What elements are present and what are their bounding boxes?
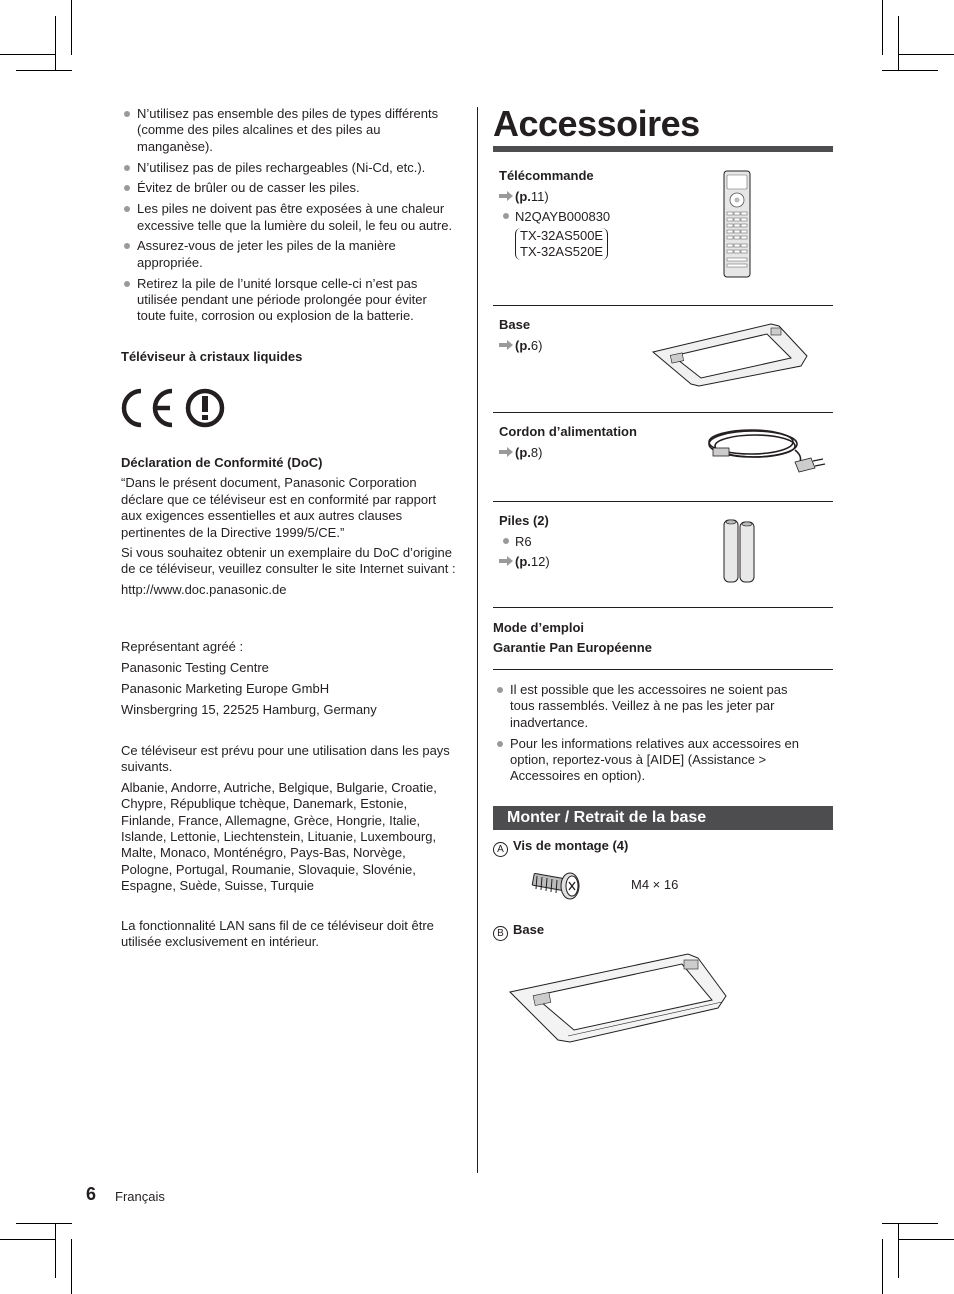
arrow-right-icon xyxy=(499,191,513,201)
accessory-notes xyxy=(494,682,812,789)
marker-a: A xyxy=(493,842,508,857)
crop-mark xyxy=(71,1239,72,1294)
arrow-right-icon xyxy=(499,340,513,350)
remote-label: Télécommande xyxy=(499,168,594,183)
title-underline xyxy=(493,146,833,152)
base-heading: B Base xyxy=(493,922,544,941)
crop-mark xyxy=(882,1239,883,1294)
remote-model: N2QAYB000830 xyxy=(515,208,611,224)
crop-mark xyxy=(55,1223,56,1278)
manual-label: Mode d’emploi xyxy=(493,620,584,635)
battery-icon xyxy=(722,516,758,584)
crop-mark xyxy=(898,1223,899,1278)
lcd-heading: Téléviseur à cristaux liquides xyxy=(121,349,303,364)
bullet-icon xyxy=(503,213,509,219)
crop-mark xyxy=(882,0,883,55)
arrow-right-icon xyxy=(499,556,513,566)
page-ref: (p. 12) xyxy=(499,551,550,571)
base-label: Base xyxy=(499,317,531,332)
screw-heading: A Vis de montage (4) xyxy=(493,838,628,857)
list-item: Pour les informations relatives aux accessoires en option, reportez-vous à [AIDE] (Assistance > Accessoires en option). xyxy=(494,736,812,785)
screw-icon xyxy=(529,866,581,902)
doc-text: “Dans le présent document, Panasonic Corporation déclare que ce téléviseur est en conformité par rapport aux exigences essentielles et aux autres clauses pertinentes de la Directive 1999/5/CE.” xyxy=(121,475,437,540)
doc-heading: Déclaration de Conformité (DoC) xyxy=(121,455,323,470)
rep-label: Représentant agréé : xyxy=(121,639,244,654)
page-title: Accessoires xyxy=(493,103,700,144)
divider xyxy=(493,412,833,413)
page-ref: (p. 11) xyxy=(499,186,610,206)
bullet-icon xyxy=(503,538,509,544)
list-item: Assurez-vous de jeter les piles de la manière appropriée. xyxy=(121,238,456,271)
divider xyxy=(493,669,833,670)
crop-mark xyxy=(882,1223,938,1224)
power-cord-icon xyxy=(705,422,827,480)
crop-mark xyxy=(16,70,72,71)
crop-mark xyxy=(16,1223,72,1224)
divider xyxy=(493,305,833,306)
ce-mark-icon xyxy=(121,387,227,431)
crop-mark xyxy=(882,70,938,71)
documents xyxy=(493,618,652,658)
crop-mark xyxy=(0,1239,55,1240)
page-ref: (p. 6) xyxy=(499,335,542,355)
column-divider xyxy=(477,107,478,1173)
screw-size: M4 × 16 xyxy=(631,877,679,892)
list-item: Les piles ne doivent pas être exposées à une chaleur excessive telle que la lumière du soleil, le feu ou autre. xyxy=(121,201,456,234)
page-ref: (p. 8) xyxy=(499,442,637,462)
base-assembly-icon xyxy=(508,950,728,1048)
arrow-right-icon xyxy=(499,447,513,457)
power-cord-item xyxy=(499,422,637,462)
rep-line: Panasonic Testing Centre xyxy=(121,659,269,675)
divider xyxy=(493,501,833,502)
page-language: Français xyxy=(115,1189,165,1204)
batteries-label: Piles (2) xyxy=(499,513,549,528)
remote-item xyxy=(499,166,610,260)
tv-models: TX-32AS500E TX-32AS520E xyxy=(515,228,608,260)
battery-warnings-list xyxy=(121,106,456,325)
lan-text: La fonctionnalité LAN sans fil de ce téléviseur doit être utilisée exclusivement en intérieur. xyxy=(121,918,434,950)
list-item: N’utilisez pas ensemble des piles de types différents (comme des piles alcalines et des piles au manganèse). xyxy=(121,106,456,155)
countries-intro: Ce téléviseur est prévu pour une utilisation dans les pays suivants. xyxy=(121,743,450,775)
crop-mark xyxy=(71,0,72,55)
section-title: Monter / Retrait de la base xyxy=(493,806,833,830)
rep-line: Panasonic Marketing Europe GmbH xyxy=(121,680,330,696)
base-stand-icon xyxy=(651,320,811,390)
list-item: Retirez la pile de l’unité lorsque celle-ci n’est pas utilisée pendant une période prolongée pour éviter toute fuite, corrosion ou explosion de la batterie. xyxy=(121,276,456,325)
doc-copy-text: Si vous souhaitez obtenir un exemplaire du DoC d’origine de ce téléviseur, veuillez consulter le site Internet suivant : xyxy=(121,545,456,577)
list-item: Évitez de brûler ou de casser les piles. xyxy=(121,180,456,196)
power-cord-label: Cordon d’alimentation xyxy=(499,424,637,439)
base-item xyxy=(499,315,542,355)
list-item: Il est possible que les accessoires ne soient pas tous rassemblés. Veillez à ne pas les jeter par inadvertance. xyxy=(494,682,812,731)
rep-line: Winsbergring 15, 22525 Hamburg, Germany xyxy=(121,701,377,717)
list-item: N’utilisez pas de piles rechargeables (Ni-Cd, etc.). xyxy=(121,160,456,176)
divider xyxy=(493,607,833,608)
left-column xyxy=(121,106,456,950)
countries-list: Albanie, Andorre, Autriche, Belgique, Bulgarie, Croatie, Chypre, République tchèque, Danemark, Estonie, Finlande, France, Allemagne, Grèce, Hongrie, Italie, Islande, Lettonie, Liechtenstein, Lituanie, Luxembourg, Malte, Monaco, Monténégro, Pays-Bas, Norvège, Pologne, Portugal, Roumanie, Slovaquie, Slovénie, Espagne, Suède, Suisse, Turquie xyxy=(121,779,437,894)
doc-url-link[interactable]: http://www.doc.panasonic.de xyxy=(121,581,287,597)
crop-mark xyxy=(55,16,56,71)
crop-mark xyxy=(898,16,899,71)
warranty-label: Garantie Pan Européenne xyxy=(493,640,652,655)
marker-b: B xyxy=(493,926,508,941)
battery-type: R6 xyxy=(515,533,532,549)
remote-control-icon xyxy=(723,170,751,278)
page-number: 6 xyxy=(86,1184,97,1204)
crop-mark xyxy=(899,1239,954,1240)
batteries-item xyxy=(499,511,550,571)
crop-mark xyxy=(899,54,954,55)
crop-mark xyxy=(0,54,55,55)
